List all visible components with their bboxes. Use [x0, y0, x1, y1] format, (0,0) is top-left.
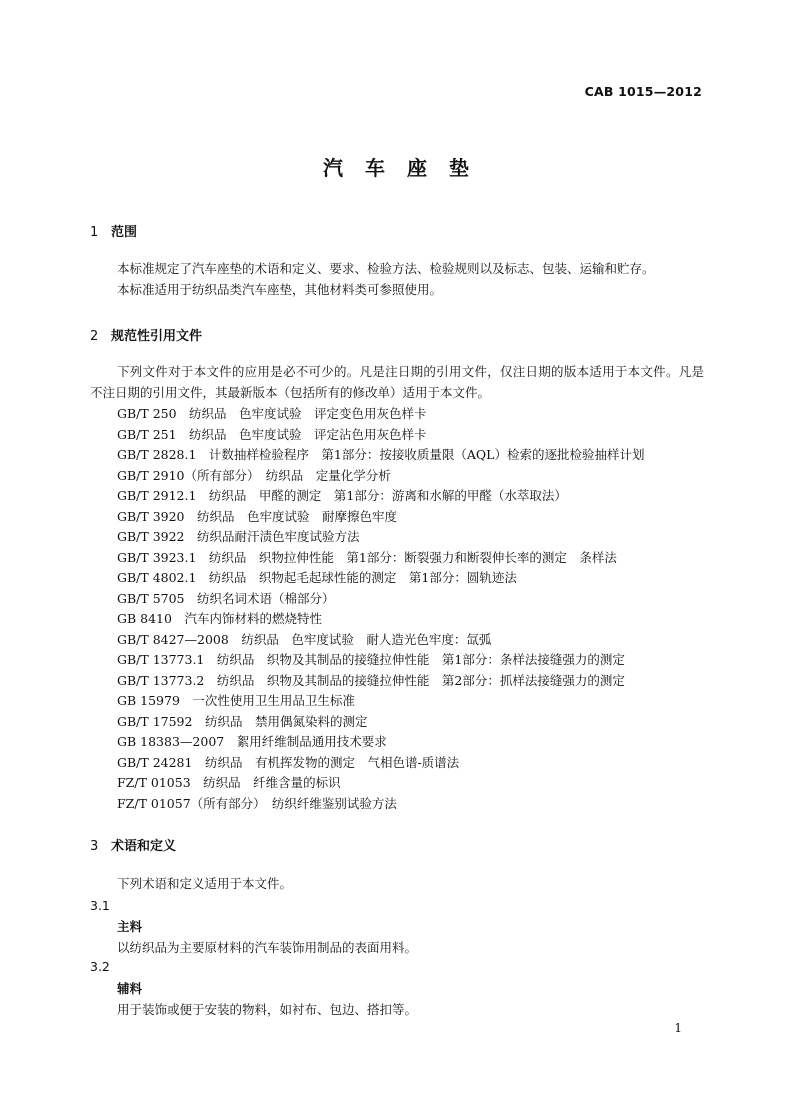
standard-code: CAB 1015—2012	[584, 84, 702, 99]
reference-item: GB 15979 一次性使用卫生用品卫生标准	[117, 693, 355, 708]
reference-item: GB 18383—2007 絮用纤维制品通用技术要求	[117, 734, 387, 749]
section-2-intro: 下列文件对于本文件的应用是必不可少的。凡是注日期的引用文件，仅注日期的版本适用于本文件。凡是不注日期的引用文件，其最新版本（包括所有的修改单）适用于本文件。	[90, 364, 704, 400]
reference-item: GB/T 2910（所有部分） 纺织品 定量化学分析	[117, 467, 391, 483]
reference-item: GB/T 13773.2 纺织品 织物及其制品的接缝拉伸性能 第2部分：抓样法接缝强力的测定	[117, 672, 625, 688]
normative-reference-list	[117, 404, 644, 814]
section-1-paragraph-1: 本标准规定了汽车座垫的术语和定义、要求、检验方法、检验规则以及标志、包装、运输和贮存。	[117, 261, 655, 276]
reference-item: GB 8410 汽车内饰材料的燃烧特性	[117, 611, 322, 626]
section-title: 术语和定义	[111, 839, 177, 854]
section-number: 1	[90, 225, 99, 240]
reference-item: GB/T 3920 纺织品 色牢度试验 耐摩擦色牢度	[117, 508, 398, 524]
term-definition: 以纺织品为主要原材料的汽车装饰用制品的表面用料。	[117, 940, 418, 955]
reference-item: GB/T 250 纺织品 色牢度试验 评定变色用灰色样卡	[117, 406, 427, 421]
document-title: 汽车座垫	[323, 156, 491, 180]
reference-item: FZ/T 01053 纺织品 纤维含量的标识	[117, 775, 341, 790]
section-title: 范围	[111, 225, 138, 240]
section-title: 规范性引用文件	[111, 329, 203, 344]
reference-item: FZ/T 01057（所有部分） 纺织纤维鉴别试验方法	[117, 795, 397, 811]
term-number: 3.2	[90, 959, 110, 974]
reference-item: GB/T 2912.1 纺织品 甲醛的测定 第1部分：游离和水解的甲醛（水萃取法）	[117, 488, 567, 503]
reference-item: GB/T 24281 纺织品 有机挥发物的测定 气相色谱-质谱法	[117, 754, 460, 770]
reference-item: GB/T 3922 纺织品耐汗渍色牢度试验方法	[117, 529, 360, 544]
section-1-paragraph-2: 本标准适用于纺织品类汽车座垫，其他材料类可参照使用。	[117, 282, 443, 297]
reference-item: GB/T 17592 纺织品 禁用偶氮染料的测定	[117, 713, 368, 729]
section-3-heading	[90, 835, 176, 854]
reference-item: GB/T 251 纺织品 色牢度试验 评定沾色用灰色样卡	[117, 426, 427, 442]
reference-item: GB/T 3923.1 纺织品 织物拉伸性能 第1部分：断裂强力和断裂伸长率的测定 条样法	[117, 549, 617, 565]
reference-item: GB/T 8427—2008 纺织品 色牢度试验 耐人造光色牢度：氙弧	[117, 631, 492, 647]
section-number: 2	[90, 329, 99, 344]
term-name: 辅料	[117, 981, 143, 996]
section-number: 3	[90, 839, 99, 854]
term-name: 主料	[117, 919, 143, 934]
reference-item: GB/T 4802.1 纺织品 织物起毛起球性能的测定 第1部分：圆轨迹法	[117, 570, 517, 585]
term-number: 3.1	[90, 898, 110, 913]
reference-item: GB/T 13773.1 纺织品 织物及其制品的接缝拉伸性能 第1部分：条样法接缝强力的测定	[117, 652, 625, 667]
reference-item: GB/T 5705 纺织名词术语（棉部分）	[117, 590, 335, 606]
section-1-heading	[90, 221, 137, 240]
reference-item: GB/T 2828.1 计数抽样检验程序 第1部分：按接收质量限（AQL）检索的逐批检验抽样计划	[117, 447, 645, 462]
page-number: 1	[674, 1021, 682, 1035]
section-2-heading	[90, 325, 202, 344]
term-definition: 用于装饰或便于安装的物料，如衬布、包边、搭扣等。	[117, 1002, 418, 1017]
section-3-intro: 下列术语和定义适用于本文件。	[117, 876, 293, 891]
